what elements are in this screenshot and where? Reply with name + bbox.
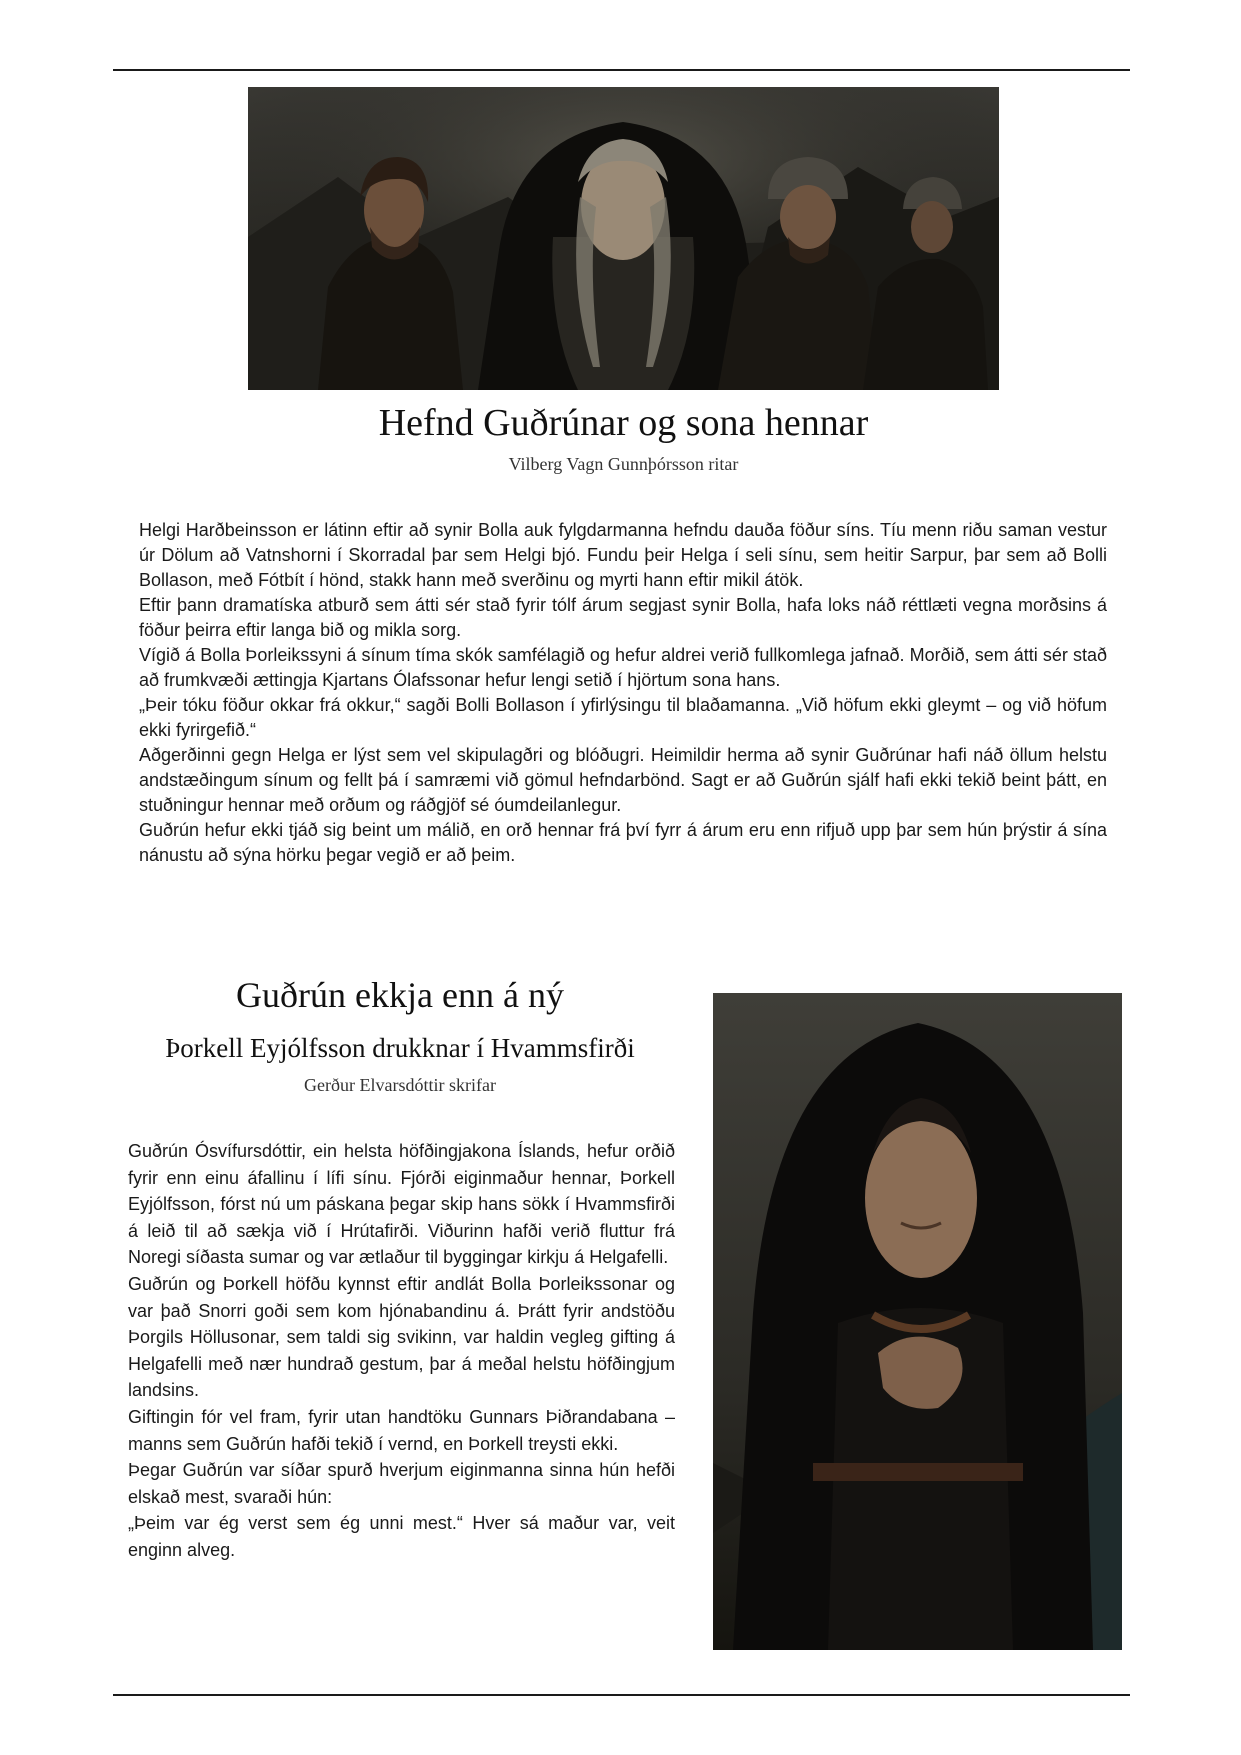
article1-paragraph: Aðgerðinni gegn Helga er lýst sem vel skipulagðri og blóðugri. Heimildir herma að synir Guðrúnar hafi náð öllum helstu andstæðingum sínum og fellt þá í samræmi við gömul hefndarbönd. Sagt er að Guðrún sjálf hafi ekki tekið beint þátt, en stuðningur hennar með orðum og ráðgjöf sé óumdeilanlegur. [139,745,1107,815]
top-rule [113,69,1130,71]
grieving-woman-image [713,993,1122,1650]
article1-paragraph: Eftir þann dramatíska atburð sem átti sér stað fyrir tólf árum segjast synir Bolla, hafa loks náð réttlæti vegna morðsins á föður þeirra eftir langa bið og mikla sorg. [139,595,1107,640]
article1-paragraph: „Þeir tóku föður okkar frá okkur,“ sagði Bolli Bollason í yfirlýsingu til blaðamanna. „Við höfum ekki gleymt – og við höfum ekki fyrirgefið.“ [139,695,1107,740]
article1-byline: Vilberg Vagn Gunnþórsson ritar [508,454,739,474]
article2-paragraph: Giftingin fór vel fram, fyrir utan handtöku Gunnars Þiðrandabana – manns sem Guðrún hafði tekið í vernd, en Þorkell treysti ekki. [128,1406,675,1454]
article1-paragraph: Guðrún hefur ekki tjáð sig beint um málið, en orð hennar frá því fyrr á árum eru enn rifjuð upp þar sem hún þrýstir á sína nánustu að sýna hörku þegar vegið er að þeim. [139,820,1107,865]
article2-paragraph: Guðrún Ósvífursdóttir, ein helsta höfðingjakona Íslands, hefur orðið fyrir enn einu áfallinu í lífi sínu. Fjórði eiginmaður hennar, Þorkell Eyjólfsson, fórst nú um páskana þegar skip hans sökk í Hvammsfirði á leið til að sækja við í Hrútafirði. Viðurinn hafði verið fluttur frá Noregi síðasta sumar og var ætlaður til byggingar kirkju á Helgafelli. [128,1141,675,1268]
article2-paragraph: Þegar Guðrún var síðar spurð hverjum eiginmanna sinna hún hefði elskað mest, svaraði hún: [128,1460,675,1507]
bottom-rule [113,1694,1130,1696]
article2-body [128,1138,675,1564]
article1-body [139,518,1107,868]
article1-title: Hefnd Guðrúnar og sona hennar [378,402,869,444]
article2-subtitle: Þorkell Eyjólfsson drukknar í Hvammsfirði [165,1033,635,1063]
hero-painting [248,87,999,390]
article1-paragraph: Vígið á Bolla Þorleikssyni á sínum tíma skók samfélagið og hefur aldrei verið fullkomlega jafnað. Morðið, sem átti sér stað að frumkvæði ættingja Kjartans Ólafssonar hefur lengi setið í hjörtum sona hans. [139,645,1107,690]
article1-paragraph: Helgi Harðbeinsson er látinn eftir að synir Bolla auk fylgdarmanna hefndu dauða föður síns. Tíu menn riðu saman vestur úr Dölum að Vatnshorni í Skorradal þar sem Helgi bjó. Fundu þeir Helga í seli sínu, sem heitir Sarpur, þar sem að Bolli Bollason, með Fótbít í hönd, stakk hann með sverðinu og myrti hann eftir mikil átök. [139,520,1107,590]
article2-paragraph: Guðrún og Þorkell höfðu kynnst eftir andlát Bolla Þorleikssonar og var það Snorri goði sem kom hjónabandinu á. Þrátt fyrir andstöðu Þorgils Höllusonar, sem taldi sig svikinn, var haldin vegleg gifting á Helgafelli með nær hundrað gestum, þar á meðal helstu höfðingjum landsins. [128,1273,675,1401]
hooded-woman-warriors-image [248,87,999,390]
article2-byline: Gerður Elvarsdóttir skrifar [304,1075,496,1095]
article2-title: Guðrún ekkja enn á ný [236,975,564,1015]
portrait-painting [713,993,1122,1650]
article2-paragraph: „Þeim var ég verst sem ég unni mest.“ Hver sá maður var, veit enginn alveg. [128,1513,675,1560]
